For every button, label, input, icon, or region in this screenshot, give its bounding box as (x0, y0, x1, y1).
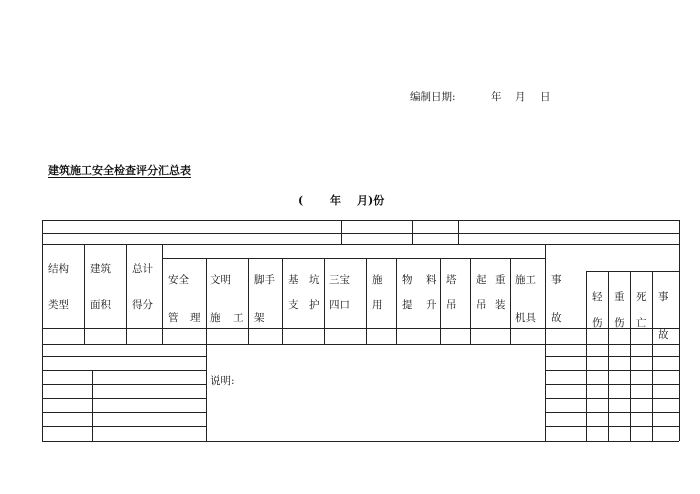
col-material-2: 料 (426, 274, 437, 286)
col-total-score-1: 总计 (132, 263, 153, 275)
col-building-area-1: 建筑 (90, 263, 111, 275)
sub-death-1: 死 (636, 291, 647, 303)
col-structure-type-1: 结构 (48, 263, 69, 275)
sub-death-2: 亡 (636, 317, 647, 329)
col-structure-type-2: 类型 (48, 299, 69, 311)
col-pit-2: 坑 (309, 274, 320, 286)
col-machinery-1: 施工 (515, 274, 536, 286)
col-scaffold-2: 架 (254, 312, 265, 324)
col-machinery-2: 机具 (515, 312, 536, 324)
col-hoisting-4: 装 (495, 299, 506, 311)
col-total-score-2: 得分 (132, 299, 153, 311)
note-label: 说明: (210, 375, 235, 387)
col-three-four-1: 三宝 (329, 274, 350, 286)
col-pit-3: 支 (288, 299, 299, 311)
col-material-1: 物 (402, 274, 413, 286)
col-safety-mgmt-3: 理 (190, 312, 201, 324)
col-pit-1: 基 (288, 274, 299, 286)
col-civilized-1: 文明 (210, 274, 231, 286)
col-hoisting-1: 起 (476, 274, 487, 286)
col-accident-2: 故 (551, 312, 562, 324)
date-year: 年 (491, 91, 502, 103)
col-civilized-2: 施 (210, 312, 221, 324)
sub-accident-1: 事 (658, 291, 669, 303)
period-year: 年 (330, 194, 341, 207)
sub-light-injury-1: 轻 (592, 291, 603, 303)
date-day: 日 (540, 91, 551, 103)
sub-light-injury-2: 伤 (592, 317, 603, 329)
col-tower-crane-1: 塔 (446, 274, 457, 286)
col-use-2: 用 (372, 299, 383, 311)
col-accident-1: 事 (551, 274, 562, 286)
col-hoisting-2: 重 (495, 274, 506, 286)
period-month: 月)份 (357, 194, 385, 207)
period-open-paren: ( (298, 194, 304, 207)
col-civilized-3: 工 (233, 312, 244, 324)
col-hoisting-3: 吊 (476, 299, 487, 311)
col-three-four-2: 四口 (329, 299, 350, 311)
document-title: 建筑施工安全检查评分汇总表 (48, 164, 191, 177)
col-tower-crane-2: 吊 (446, 299, 457, 311)
date-month: 月 (515, 91, 526, 103)
col-pit-4: 护 (309, 299, 320, 311)
date-label: 编制日期: (410, 91, 456, 103)
col-material-4: 升 (426, 299, 437, 311)
col-use-1: 施 (372, 274, 383, 286)
col-safety-mgmt-1: 安全 (168, 274, 189, 286)
sub-accident-2: 故 (658, 329, 669, 341)
sub-serious-injury-1: 重 (614, 291, 625, 303)
col-scaffold-1: 脚手 (254, 274, 275, 286)
sub-serious-injury-2: 伤 (614, 317, 625, 329)
col-building-area-2: 面积 (90, 299, 111, 311)
col-material-3: 提 (402, 299, 413, 311)
col-safety-mgmt-2: 管 (168, 312, 179, 324)
